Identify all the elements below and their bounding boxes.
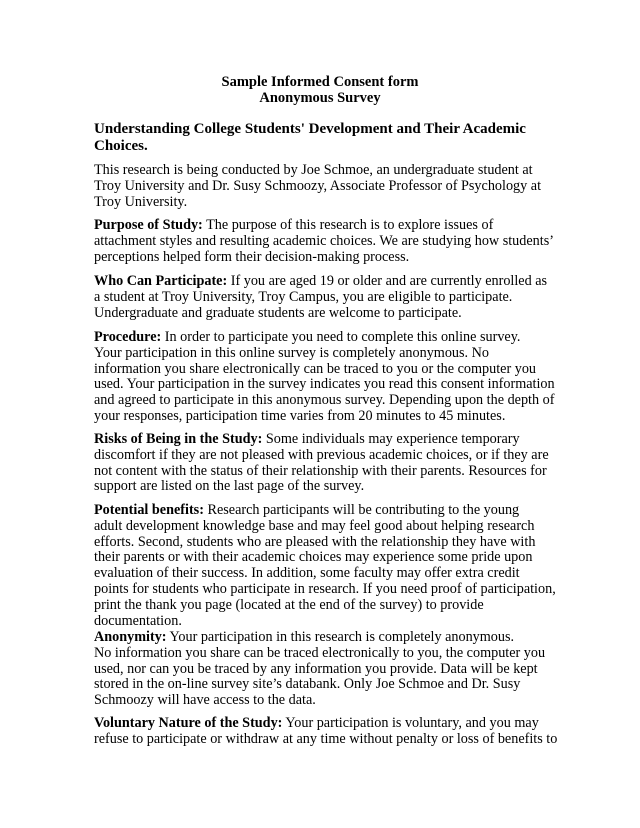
text-line: No information you share can be traced electronically to you, the computer you <box>94 644 546 661</box>
study-title-line: Understanding College Students' Development and Their Academic <box>94 121 526 137</box>
text-line: Troy University. <box>94 193 188 210</box>
text-line: used. Your participation in the survey indicates you read this consent information <box>94 376 555 393</box>
text-line: adult development knowledge base and may feel good about helping research <box>94 517 535 534</box>
text-line: points for students who participate in research. If you need proof of participation, <box>94 580 556 597</box>
voluntary-label: Voluntary Nature of the Study: <box>94 715 283 731</box>
text-line: stored in the on-line survey site’s databank. Only Joe Schmoe and Dr. Susy <box>94 676 521 693</box>
voluntary-section <box>94 716 564 748</box>
text-line: your responses, participation time varies from 20 minutes to 45 minutes. <box>94 407 506 424</box>
study-title-line: Choices. <box>94 138 148 154</box>
text-line: Your participation is voluntary, and you may <box>282 715 539 731</box>
who-label: Who Can Participate: <box>94 273 228 289</box>
purpose-section <box>94 218 564 265</box>
text-line: Your participation in this online survey is completely anonymous. No <box>94 344 489 361</box>
text-line: refuse to participate or withdraw at any time without penalty or loss of benefits to <box>94 730 558 747</box>
who-can-participate-section <box>94 274 564 321</box>
text-line: evaluation of their success. In addition, some faculty may offer extra credit <box>94 565 520 582</box>
text-line: documentation. <box>94 612 182 629</box>
text-line: efforts. Second, students who are pleased with the relationship they have with <box>94 533 536 550</box>
text-line: The purpose of this research is to explore issues of <box>202 217 494 233</box>
text-line: Schmoozy will have access to the data. <box>94 692 316 709</box>
text-line: used, nor can you be traced by any information you provide. Data will be kept <box>94 660 538 677</box>
text-line: attachment styles and resulting academic choices. We are studying how students’ <box>94 232 554 249</box>
text-line: discomfort if they are not pleased with previous academic choices, or if they are <box>94 446 549 463</box>
study-title <box>94 121 554 155</box>
intro-paragraph <box>94 163 564 210</box>
text-line: print the thank you page (located at the end of the survey) to provide <box>94 596 484 613</box>
text-line: Research participants will be contributing to the young <box>203 502 520 518</box>
text-line: Troy University and Dr. Susy Schmoozy, Associate Professor of Psychology at <box>94 177 542 194</box>
text-line: Your participation in this research is completely anonymous. <box>166 629 515 645</box>
text-line: support are listed on the last page of the survey. <box>94 478 365 495</box>
text-line: their parents or with their academic choices may experience some pride upon <box>94 549 533 566</box>
purpose-label: Purpose of Study: <box>94 217 203 233</box>
form-title: Sample Informed Consent form <box>221 74 419 90</box>
form-subtitle: Anonymous Survey <box>259 90 381 106</box>
procedure-section <box>94 330 564 425</box>
anonymity-section <box>94 630 564 709</box>
text-line: information you share electronically can be traced to you or the computer you <box>94 360 537 377</box>
text-line: a student at Troy University, Troy Campus, you are eligible to participate. <box>94 288 513 305</box>
risks-label: Risks of Being in the Study: <box>94 431 263 447</box>
benefits-section <box>94 503 564 629</box>
anonymity-label: Anonymity: <box>94 629 167 645</box>
text-line: not content with the status of their relationship with their parents. Resources for <box>94 462 547 479</box>
text-line: Some individuals may experience temporary <box>262 431 520 447</box>
text-line: If you are aged 19 or older and are currently enrolled as <box>227 273 548 289</box>
text-line: In order to participate you need to complete this online survey. <box>161 329 521 345</box>
text-line: perceptions helped form their decision-making process. <box>94 248 410 265</box>
risks-section <box>94 432 564 495</box>
benefits-label: Potential benefits: <box>94 502 204 518</box>
text-line: This research is being conducted by Joe Schmoe, an undergraduate student at <box>94 162 533 178</box>
text-line: and agreed to participate in this anonymous survey. Depending upon the depth of <box>94 392 555 409</box>
text-line: Undergraduate and graduate students are welcome to participate. <box>94 304 462 321</box>
procedure-label: Procedure: <box>94 329 162 345</box>
